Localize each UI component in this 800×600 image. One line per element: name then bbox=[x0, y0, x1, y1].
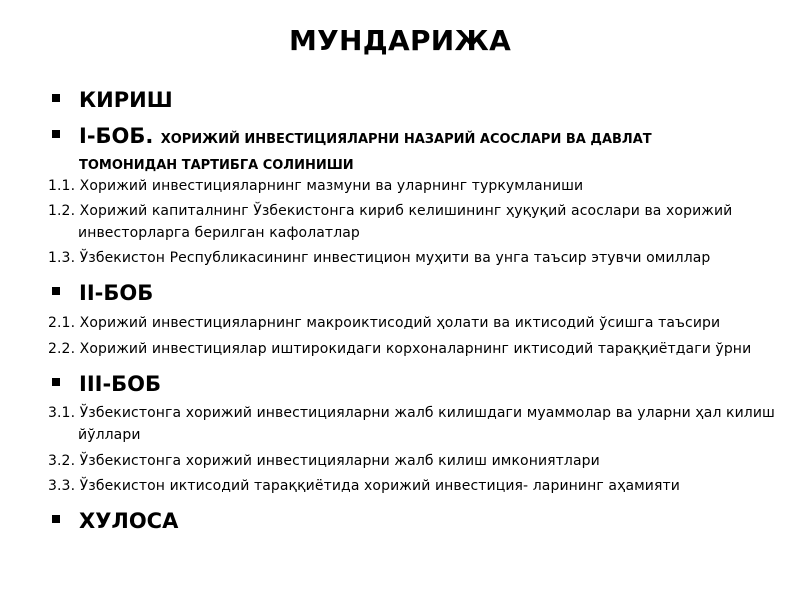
toc-item: 2.1. Хорижий инвестицияларнинг макроиктисодий ҳолати ва иктисодий ўсишга таъсири bbox=[48, 315, 721, 331]
section-ch3 bbox=[52, 372, 161, 396]
square-bullet-icon bbox=[52, 287, 60, 295]
section-conclusion bbox=[52, 509, 178, 533]
section-intro-label: КИРИШ bbox=[79, 88, 173, 112]
section-ch1-subtitle-line1: ХОРИЖИЙ ИНВЕСТИЦИЯЛАРНИ НАЗАРИЙ АСОСЛАРИ ВА ДАВЛАТ bbox=[160, 132, 652, 147]
section-ch1-heading bbox=[79, 124, 652, 176]
toc-item: 3.3. Ўзбекистон иктисодий тараққиётида хорижий инвестиция- ларининг аҳамияти bbox=[48, 478, 680, 494]
toc-item: 1.2. Хорижий капиталнинг Ўзбекистонга кириб келишининг ҳуқуқий асослари ва хорижий инвесторларга берилган кафолатлар bbox=[48, 203, 733, 241]
toc-item: 1.3. Ўзбекистон Республикасининг инвестицион муҳити ва унга таъсир этувчи омиллар bbox=[48, 250, 711, 266]
section-ch1-label: I-БОБ. bbox=[79, 124, 154, 148]
section-ch1-subtitle-line2: ТОМОНИДАН ТАРТИБГА СОЛИНИШИ bbox=[79, 158, 354, 173]
toc-item: 3.2. Ўзбекистонга хорижий инвестицияларни жалб килиш имкониятлари bbox=[48, 453, 600, 469]
square-bullet-icon bbox=[52, 515, 60, 523]
section-ch1 bbox=[52, 124, 652, 176]
page-title: МУНДАРИЖА bbox=[288, 24, 512, 57]
section-conclusion-label: ХУЛОСА bbox=[79, 509, 179, 533]
section-ch2-label: II-БОБ bbox=[79, 281, 154, 305]
toc-item: 2.2. Хорижий инвестициялар иштирокидаги корхоналарнинг иктисодий тараққиётдаги ўрни bbox=[48, 341, 752, 357]
square-bullet-icon bbox=[52, 94, 60, 102]
square-bullet-icon bbox=[52, 378, 60, 386]
toc-item: 1.1. Хорижий инвестицияларнинг мазмуни ва уларнинг туркумланиши bbox=[48, 178, 584, 194]
toc-item: 3.1. Ўзбекистонга хорижий инвестицияларни жалб килишдаги муаммолар ва уларни ҳал килиш йўллари bbox=[48, 405, 775, 443]
section-ch3-label: III-БОБ bbox=[79, 372, 162, 396]
square-bullet-icon bbox=[52, 130, 60, 138]
section-intro bbox=[52, 88, 173, 112]
section-ch2 bbox=[52, 281, 153, 305]
